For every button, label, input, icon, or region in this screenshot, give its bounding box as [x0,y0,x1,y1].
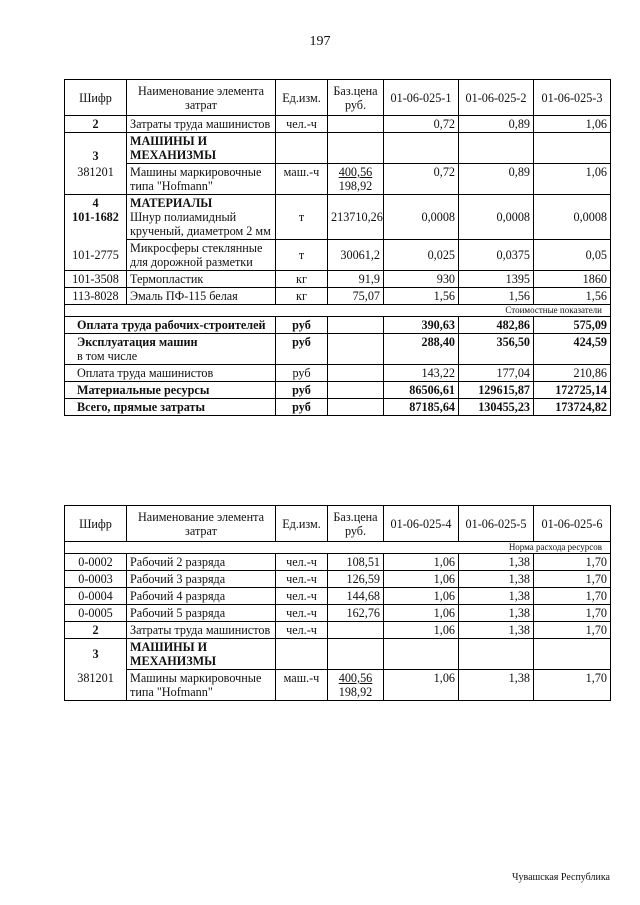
cell-unit: чел.-ч [276,116,328,133]
cell-v2: 0,89 [459,116,534,133]
table-row [65,164,611,195]
cell-v3: 1,06 [534,164,611,195]
cell-code: 113-8028 [65,288,127,305]
cell-price [328,334,384,365]
cell-v2: 1,38 [459,588,534,605]
cost-row [65,365,611,382]
norm-header: Норма расхода ресурсов [65,542,611,554]
cell-name: Рабочий 3 разряда [127,571,276,588]
table-header-row [65,80,611,116]
cell-v2: 0,0375 [459,240,534,271]
table-row [65,571,611,588]
cost-v2: 482,86 [459,317,534,334]
cell-v2: 0,89 [459,164,534,195]
header-code: Шифр [65,80,127,116]
cell-unit: чел.-ч [276,605,328,622]
material-name: Шнур полиамидный крученый, диаметром 2 мм [130,210,271,238]
cell-v1: 0,0008 [384,195,459,240]
cell-unit: т [276,195,328,240]
cost-row [65,317,611,334]
header-col-1: 01-06-025-1 [384,80,459,116]
cell-v2: 1,38 [459,554,534,571]
cell-name: Машины маркировочные типа "Hofmann" [127,164,276,195]
cell-v1 [384,133,459,164]
cell-unit: т [276,240,328,271]
cell-price: 126,59 [328,571,384,588]
table-row [65,288,611,305]
cell-v2: 1395 [459,271,534,288]
table-row [65,240,611,271]
section-code: 4 [92,196,99,210]
cost-name [65,334,276,365]
section-row [65,195,611,240]
cell-price [328,622,384,639]
cell-price: 75,07 [328,288,384,305]
cell-code [65,195,127,240]
cell-v3 [534,133,611,164]
cell-unit: кг [276,271,328,288]
cost-v3: 424,59 [534,334,611,365]
section-title: МАТЕРИАЛЫ [130,196,213,210]
cost-unit: руб [276,382,328,399]
cost-v2: 356,50 [459,334,534,365]
cell-v2: 1,38 [459,605,534,622]
cell-v3: 1,70 [534,670,611,701]
cell-v3: 1,70 [534,571,611,588]
cost-v3: 172725,14 [534,382,611,399]
cost-v1: 288,40 [384,334,459,365]
cell-price [328,399,384,416]
cost-v1: 87185,64 [384,399,459,416]
cell-name: Затраты труда машинистов [127,622,276,639]
cell-name: Эмаль ПФ-115 белая [127,288,276,305]
header-col-6: 01-06-025-6 [534,506,611,542]
cost-header: Стоимостные показатели [65,305,611,317]
cell-price [328,639,384,670]
cell-v1: 1,06 [384,670,459,701]
cell-name [127,195,276,240]
cost-unit: руб [276,399,328,416]
cost-v2: 177,04 [459,365,534,382]
cell-v2: 1,38 [459,670,534,701]
table-header-row [65,506,611,542]
cell-v1: 0,025 [384,240,459,271]
header-col-3: 01-06-025-3 [534,80,611,116]
cell-price [328,133,384,164]
cell-code: 101-3508 [65,271,127,288]
price-value: 400,56 [338,671,373,685]
cost-name: Оплата труда рабочих-строителей [65,317,276,334]
cost-v2: 129615,87 [459,382,534,399]
cost-row [65,334,611,365]
cell-v3: 1,70 [534,588,611,605]
table-row [65,554,611,571]
cell-v3: 1,70 [534,622,611,639]
cell-price: 213710,26 [328,195,384,240]
resource-table-1 [64,79,611,416]
section-title: МАШИНЫ И МЕХАНИЗМЫ [127,133,276,164]
cell-price [328,670,384,701]
cell-v3 [534,639,611,670]
cell-unit: чел.-ч [276,571,328,588]
cell-v1: 930 [384,271,459,288]
cell-unit: кг [276,288,328,305]
table-row [65,605,611,622]
cell-code: 0-0005 [65,605,127,622]
section-title: МАШИНЫ И МЕХАНИЗМЫ [127,639,276,670]
cell-name: Рабочий 4 разряда [127,588,276,605]
cell-price: 30061,2 [328,240,384,271]
cost-v3: 173724,82 [534,399,611,416]
table-row [65,116,611,133]
cost-name: Всего, прямые затраты [65,399,276,416]
cell-v2: 1,56 [459,288,534,305]
cell-v3: 1,70 [534,554,611,571]
cost-v2: 130455,23 [459,399,534,416]
header-name: Наименование элемента затрат [127,80,276,116]
cost-row [65,382,611,399]
cell-v1: 1,06 [384,622,459,639]
cell-code: 0-0002 [65,554,127,571]
cell-v3: 1,06 [534,116,611,133]
cell-code: 381201 [65,164,127,195]
cell-v1: 1,56 [384,288,459,305]
footer-region: Чувашская Республика [511,872,610,883]
header-col-4: 01-06-025-4 [384,506,459,542]
cost-v3: 575,09 [534,317,611,334]
table-row [65,271,611,288]
cell-v1 [384,639,459,670]
cell-v2: 1,38 [459,622,534,639]
cost-unit: руб [276,365,328,382]
cell-price [328,164,384,195]
cell-unit: маш.-ч [276,164,328,195]
cell-price: 108,51 [328,554,384,571]
cell-code: 2 [65,622,127,639]
cell-v3: 1,56 [534,288,611,305]
cell-v1: 1,06 [384,605,459,622]
cost-subtitle: в том числе [77,349,138,363]
header-col-5: 01-06-025-5 [459,506,534,542]
header-col-2: 01-06-025-2 [459,80,534,116]
cell-v2 [459,639,534,670]
header-unit: Ед.изм. [276,80,328,116]
section-row [65,133,611,164]
cell-code: 381201 [65,670,127,701]
cell-price [328,116,384,133]
cell-v3: 0,0008 [534,195,611,240]
cost-name: Оплата труда машинистов [65,365,276,382]
cell-unit [276,133,328,164]
cell-unit: чел.-ч [276,554,328,571]
table-row [65,622,611,639]
cell-unit: маш.-ч [276,670,328,701]
cell-price: 162,76 [328,605,384,622]
table-row [65,670,611,701]
cell-v1: 1,06 [384,571,459,588]
cell-name: Затраты труда машинистов [127,116,276,133]
header-code: Шифр [65,506,127,542]
cell-name: Микросферы стеклянные для дорожной разметки [127,240,276,271]
price-value: 400,56 [338,165,373,179]
cell-name: Рабочий 5 разряда [127,605,276,622]
cost-v1: 390,63 [384,317,459,334]
cell-v2: 1,38 [459,571,534,588]
norm-header-row [65,542,611,554]
price-value-2: 198,92 [338,685,373,699]
cost-unit: руб [276,317,328,334]
table-row [65,588,611,605]
cell-v2: 0,0008 [459,195,534,240]
page-number: 197 [309,34,331,49]
cell-v2 [459,133,534,164]
cell-code: 3 [65,639,127,670]
cell-price [328,382,384,399]
cost-row [65,399,611,416]
cell-code: 0-0004 [65,588,127,605]
cell-unit: чел.-ч [276,622,328,639]
header-unit: Ед.изм. [276,506,328,542]
cost-v1: 86506,61 [384,382,459,399]
section-row [65,639,611,670]
cell-v1: 0,72 [384,116,459,133]
cost-header-row [65,305,611,317]
cell-v3: 0,05 [534,240,611,271]
cell-name: Термопластик [127,271,276,288]
cell-v1: 0,72 [384,164,459,195]
cell-v3: 1860 [534,271,611,288]
cost-title: Эксплуатация машин [77,335,198,349]
cell-unit: чел.-ч [276,588,328,605]
header-name: Наименование элемента затрат [127,506,276,542]
header-price: Баз.цена руб. [328,506,384,542]
cost-name: Материальные ресурсы [65,382,276,399]
cost-unit: руб [276,334,328,365]
cost-v1: 143,22 [384,365,459,382]
resource-table-2 [64,505,611,701]
cell-code: 101-2775 [65,240,127,271]
cell-price: 91,9 [328,271,384,288]
cell-unit [276,639,328,670]
cost-v3: 210,86 [534,365,611,382]
material-code: 101-1682 [72,210,119,224]
cell-code: 0-0003 [65,571,127,588]
cell-code: 3 [65,133,127,164]
cell-v3: 1,70 [534,605,611,622]
price-value-2: 198,92 [338,179,373,193]
cell-name: Рабочий 2 разряда [127,554,276,571]
cell-v1: 1,06 [384,588,459,605]
cell-code: 2 [65,116,127,133]
cell-price: 144,68 [328,588,384,605]
cell-v1: 1,06 [384,554,459,571]
header-price: Баз.цена руб. [328,80,384,116]
cell-name: Машины маркировочные типа "Hofmann" [127,670,276,701]
cell-price [328,317,384,334]
cell-price [328,365,384,382]
